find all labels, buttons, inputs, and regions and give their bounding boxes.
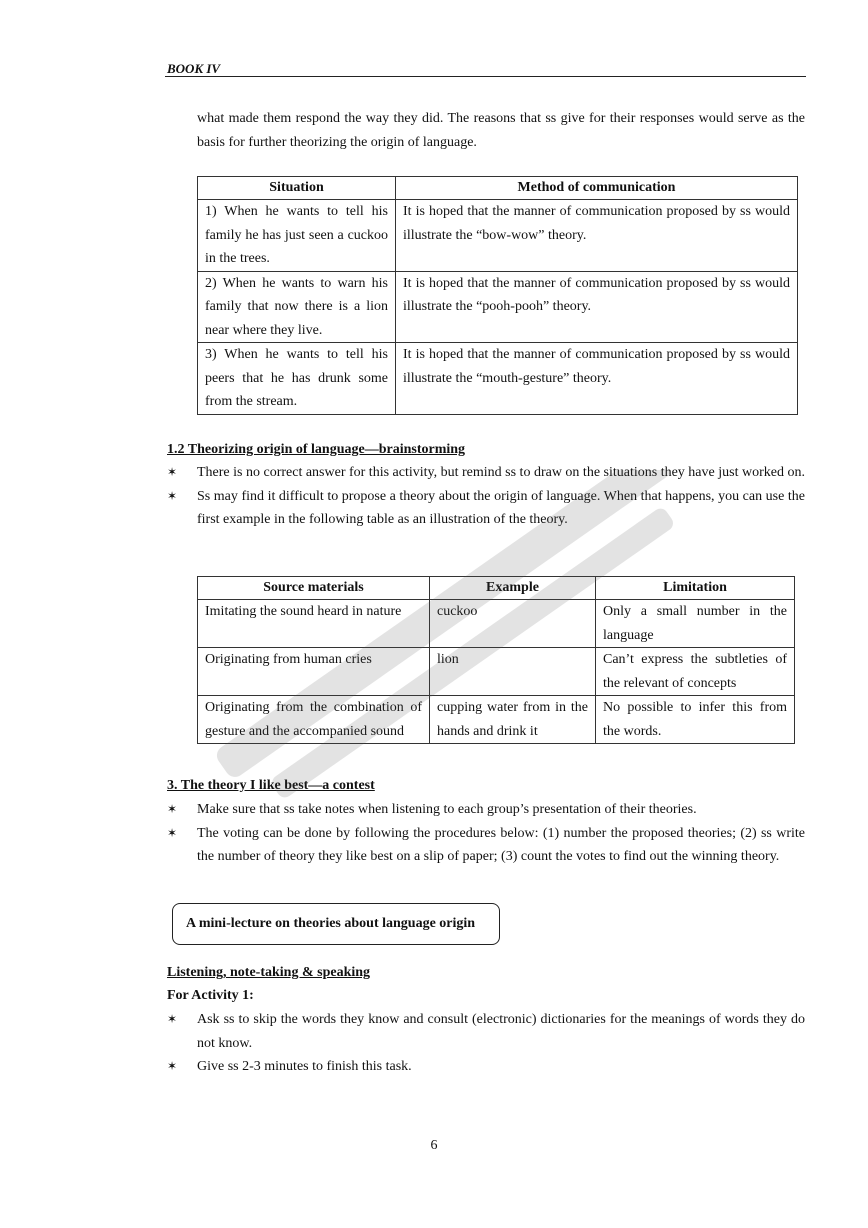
source-materials-table: [197, 576, 795, 744]
situation-table: [197, 176, 798, 415]
column-header: Situation: [198, 177, 396, 200]
table-row: [198, 271, 798, 343]
table-cell: Originating from human cries: [198, 648, 430, 696]
star-bullet-icon: ✶: [167, 465, 178, 479]
list-item-text: Ss may find it difficult to propose a theory about the origin of language. When that happens, you can use the first example in the following table as an illustration of the theory.: [197, 488, 805, 527]
list-item: [167, 822, 805, 869]
table-cell: Can’t express the subtleties of the relevant of concepts: [596, 648, 795, 696]
table-cell: 1) When he wants to tell his family he has just seen a cuckoo in the trees.: [198, 200, 396, 272]
bullet-list: [167, 461, 805, 532]
table-cell: Imitating the sound heard in nature: [198, 600, 430, 648]
star-bullet-icon: ✶: [167, 488, 178, 503]
table-cell: lion: [430, 648, 596, 696]
lecture-title-box: A mini-lecture on theories about language origin: [172, 903, 500, 945]
list-item: [167, 461, 805, 485]
list-item-text: Make sure that ss take notes when listening to each group’s presentation of their theories.: [197, 802, 697, 817]
table-cell: No possible to infer this from the words.: [596, 696, 795, 744]
page-number: 6: [430, 1138, 438, 1153]
table-cell: 3) When he wants to tell his peers that he has drunk some from the stream.: [198, 343, 396, 415]
list-item: [167, 798, 805, 822]
table-cell: Only a small number in the language: [596, 600, 795, 648]
table-cell: It is hoped that the manner of communication proposed by ss would illustrate the “pooh-pooh” theory.: [396, 271, 798, 343]
column-header: Example: [430, 577, 596, 600]
star-bullet-icon: ✶: [167, 1059, 178, 1073]
column-header: Limitation: [596, 577, 795, 600]
section-heading: 3. The theory I like best—a contest: [167, 778, 375, 793]
table-cell: Originating from the combination of gesture and the accompanied sound: [198, 696, 430, 744]
section-heading: Listening, note-taking & speaking: [167, 965, 371, 980]
star-bullet-icon: ✶: [167, 802, 178, 816]
activity-label: For Activity 1:: [167, 988, 254, 1003]
list-item-text: Give ss 2-3 minutes to finish this task.: [197, 1059, 412, 1074]
list-item-text: The voting can be done by following the procedures below: (1) number the proposed theories; (2) ss write the number of theory they like best on a slip of paper; (3) count the votes to find out the winning theory.: [197, 825, 805, 864]
bullet-list: [167, 1008, 805, 1079]
table-cell: It is hoped that the manner of communication proposed by ss would illustrate the “mouth-gesture” theory.: [396, 343, 798, 415]
bullet-list: [167, 798, 805, 869]
table-cell: cuckoo: [430, 600, 596, 648]
intro-paragraph: what made them respond the way they did. The reasons that ss give for their responses would serve as the basis for further theorizing the origin of language.: [197, 111, 805, 150]
table-row: [198, 648, 795, 696]
running-header: BOOK IV: [167, 61, 221, 76]
table-row: [198, 600, 795, 648]
table-header-row: [198, 577, 795, 600]
list-item: [167, 485, 805, 532]
list-item: [167, 1008, 805, 1055]
column-header: Source materials: [198, 577, 430, 600]
header-rule: [165, 76, 806, 77]
table-row: [198, 343, 798, 415]
table-row: [198, 200, 798, 272]
list-item-text: Ask ss to skip the words they know and consult (electronic) dictionaries for the meanings of words they do not know.: [197, 1012, 805, 1051]
table-cell: cupping water from in the hands and drink it: [430, 696, 596, 744]
table-cell: It is hoped that the manner of communication proposed by ss would illustrate the “bow-wow” theory.: [396, 200, 798, 272]
list-item: [167, 1055, 805, 1079]
list-item-text: There is no correct answer for this activity, but remind ss to draw on the situations they have just worked on.: [197, 465, 805, 480]
column-header: Method of communication: [396, 177, 798, 200]
section-heading: 1.2 Theorizing origin of language—brainstorming: [167, 442, 466, 457]
table-header-row: [198, 177, 798, 200]
star-bullet-icon: ✶: [167, 1012, 178, 1026]
table-cell: 2) When he wants to warn his family that now there is a lion near where they live.: [198, 271, 396, 343]
table-row: [198, 696, 795, 744]
star-bullet-icon: ✶: [167, 825, 178, 840]
